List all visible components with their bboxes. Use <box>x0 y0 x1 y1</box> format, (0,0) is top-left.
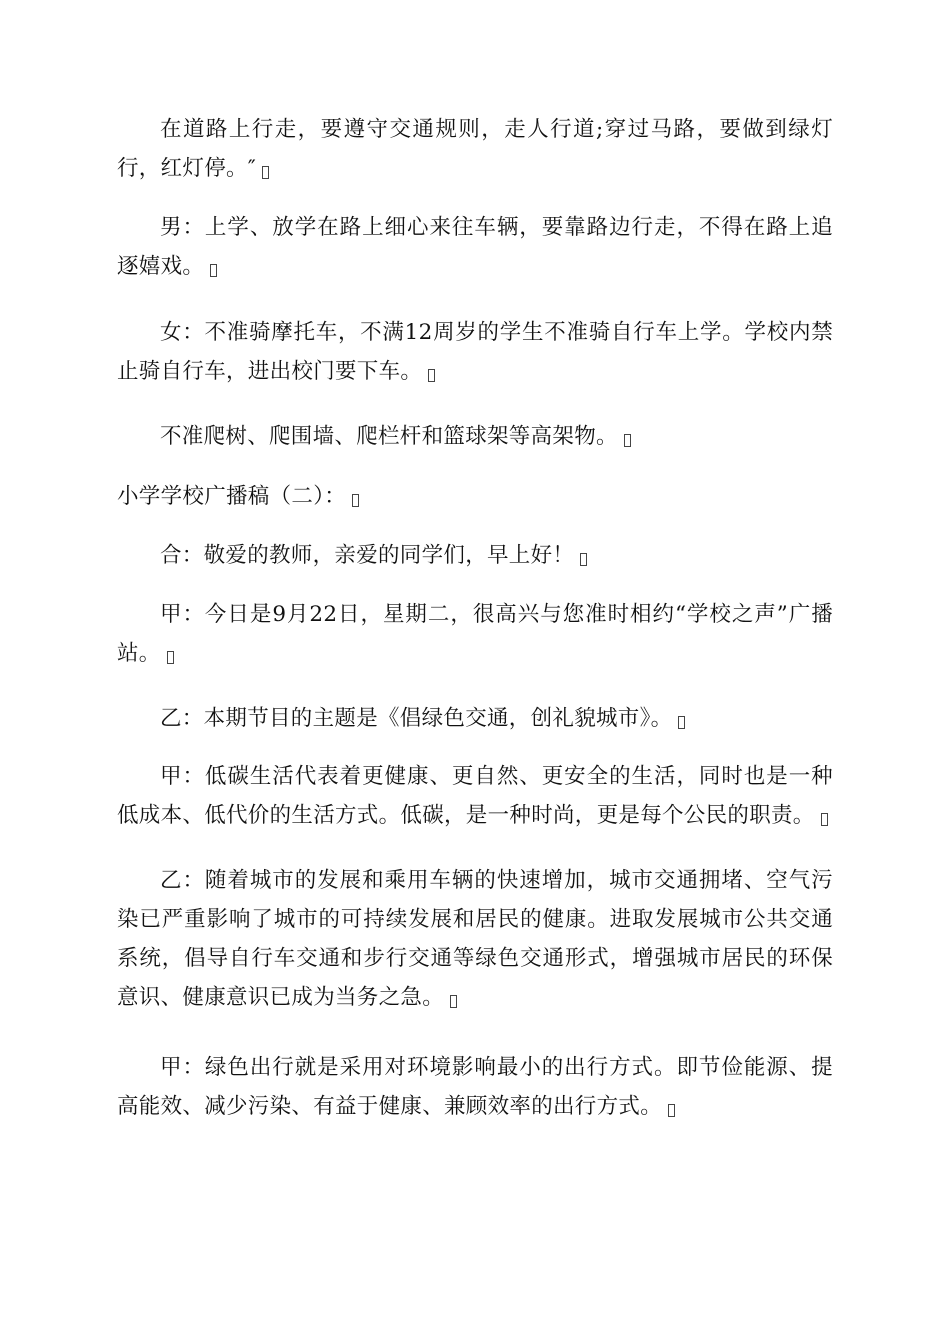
paragraph <box>117 110 833 188</box>
paragraph <box>117 595 833 673</box>
paragraph-mark-icon <box>678 716 685 729</box>
paragraph-mark-icon <box>821 813 828 826</box>
paragraph-text: 甲：低碳生活代表着更健康、更自然、更安全的生活，同时也是一种低成本、低代价的生活方式。低碳，是一种时尚，更是每个公民的职责。 <box>117 764 833 828</box>
paragraph-mark-icon <box>262 166 269 179</box>
paragraph <box>117 417 833 456</box>
paragraph <box>117 536 833 575</box>
paragraph-text: 乙：本期节目的主题是《倡绿色交通，创礼貌城市》。 <box>160 706 673 731</box>
paragraph-mark-icon <box>450 995 457 1008</box>
paragraph <box>117 861 833 1017</box>
paragraph-mark-icon <box>210 264 217 277</box>
section-heading-text: 小学学校广播稿（二）： <box>117 484 347 509</box>
paragraph <box>117 1048 833 1126</box>
paragraph <box>117 757 833 835</box>
section-heading <box>117 477 833 516</box>
paragraph <box>117 699 833 738</box>
paragraph-text: 不准爬树、爬围墙、爬栏杆和篮球架等高架物。 <box>160 424 618 449</box>
paragraph-text: 合：敬爱的教师，亲爱的同学们，早上好！ <box>160 543 575 568</box>
paragraph-mark-icon <box>624 434 631 447</box>
paragraph-mark-icon <box>580 553 587 566</box>
paragraph-text: 乙：随着城市的发展和乘用车辆的快速增加，城市交通拥堵、空气污染已严重影响了城市的可持续发展和居民的健康。进取发展城市公共交通系统，倡导自行车交通和步行交通等绿色交通形式，增强城市居民的环保意识、健康意识已成为当务之急。 <box>117 868 833 1010</box>
paragraph-mark-icon <box>668 1104 675 1117</box>
paragraph-mark-icon <box>352 494 359 507</box>
paragraph-text: 男：上学、放学在路上细心来往车辆，要靠路边行走，不得在路上追逐嬉戏。 <box>117 215 833 279</box>
paragraph-text: 女：不准骑摩托车，不满12周岁的学生不准骑自行车上学。学校内禁止骑自行车，进出校门要下车。 <box>117 320 833 384</box>
paragraph <box>117 208 833 286</box>
paragraph-mark-icon <box>167 651 174 664</box>
paragraph-mark-icon <box>428 369 435 382</box>
paragraph-text: 在道路上行走，要遵守交通规则，走人行道;穿过马路，要做到绿灯行，红灯停。″ <box>117 117 833 181</box>
paragraph-text: 甲：今日是9月22日，星期二，很高兴与您准时相约“学校之声”广播站。 <box>117 602 833 666</box>
paragraph <box>117 313 833 391</box>
paragraph-text: 甲：绿色出行就是采用对环境影响最小的出行方式。即节俭能源、提高能效、减少污染、有益于健康、兼顾效率的出行方式。 <box>117 1055 833 1119</box>
